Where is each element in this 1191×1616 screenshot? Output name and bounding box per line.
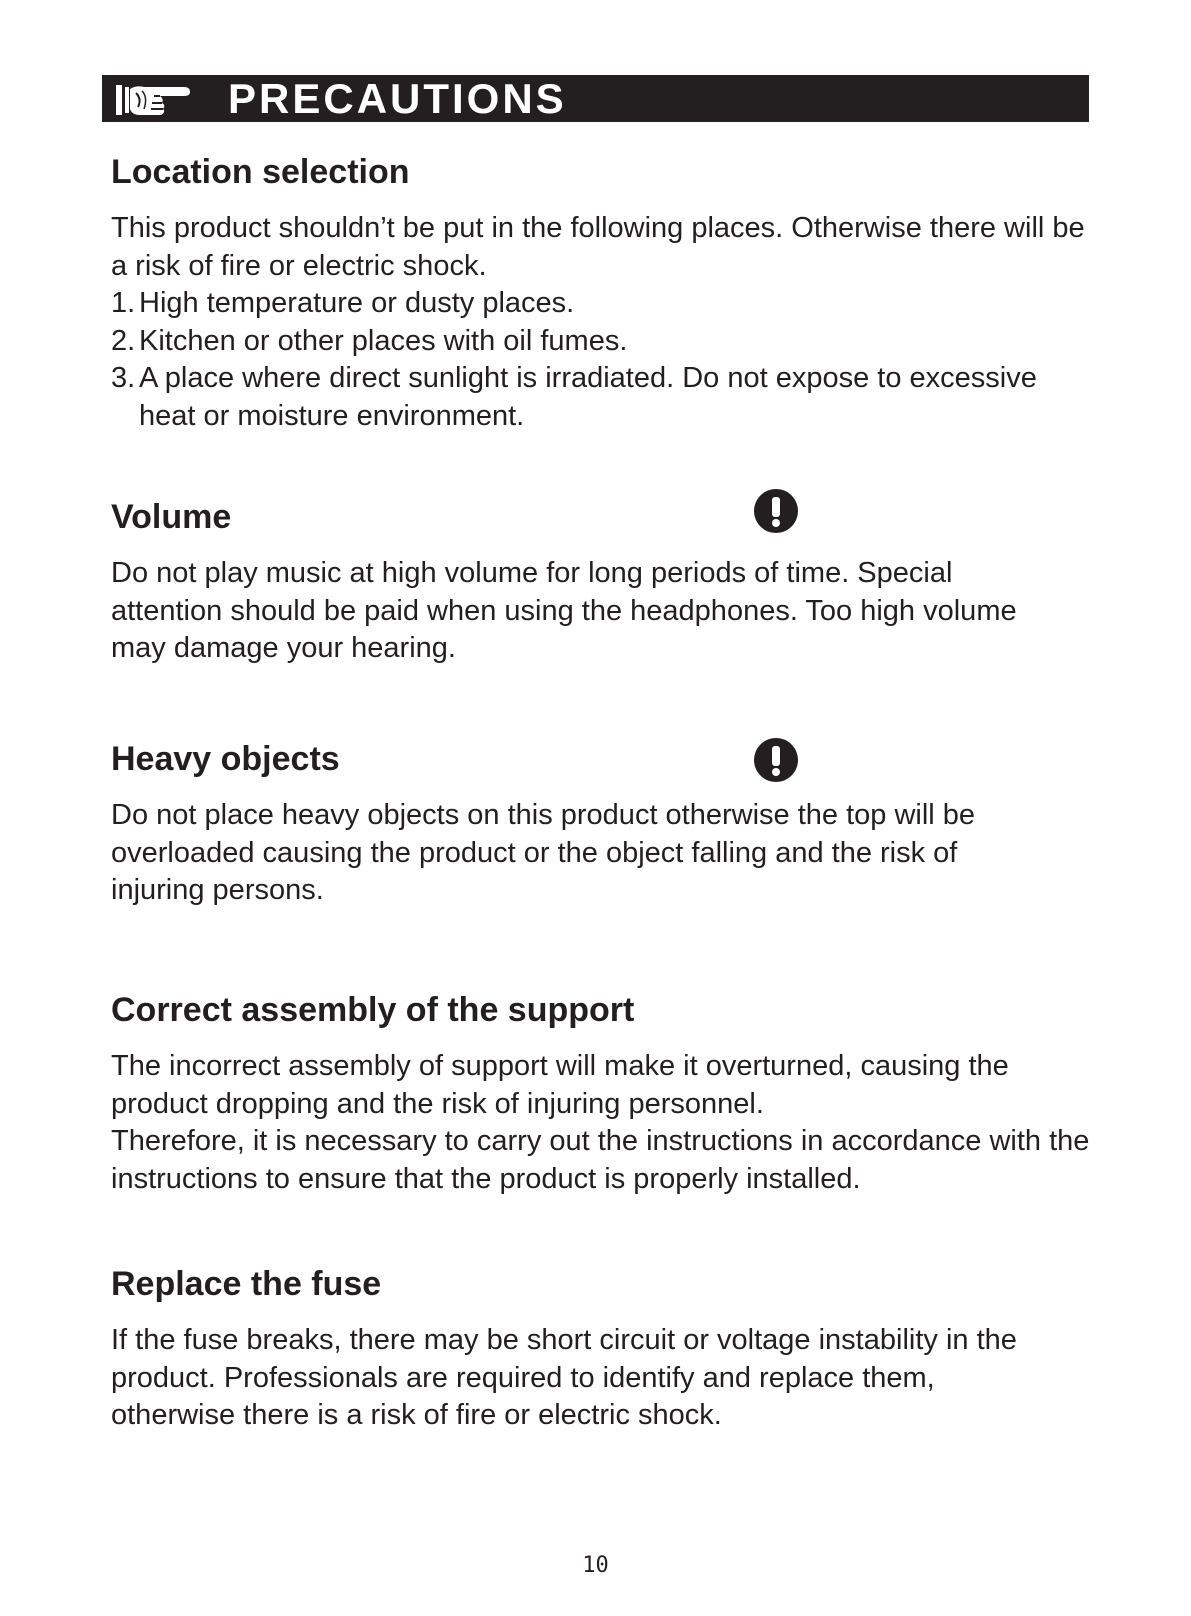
list-text: Kitchen or other places with oil fumes. <box>139 324 628 357</box>
list-item <box>111 323 1091 361</box>
section-heading: Volume <box>111 498 232 536</box>
list-number: 3. <box>111 362 136 394</box>
section-replace-fuse <box>111 1264 1091 1435</box>
section-body: If the fuse breaks, there may be short circuit or voltage instability in the product. Professionals are required to identify and replace them, otherwise there is a risk of fire or electric shock. <box>111 1324 1017 1431</box>
list-number: 1. <box>111 287 136 319</box>
section-intro: This product shouldn’t be put in the following places. Otherwise there will be a risk of fire or electric shock. <box>111 212 1085 282</box>
section-heading: Location selection <box>111 153 410 191</box>
list-number: 2. <box>111 324 136 357</box>
section-support-assembly <box>111 990 1091 1198</box>
section-banner <box>102 75 1089 122</box>
section-body: The incorrect assembly of support will make it overturned, causing the product dropping and the risk of injuring personnel. <box>111 1050 1009 1120</box>
section-body: Do not place heavy objects on this product otherwise the top will be overloaded causing the product or the object falling and the risk of injuring persons. <box>111 799 976 906</box>
exclamation-icon <box>753 737 799 783</box>
list-item <box>111 285 1091 323</box>
list-item <box>111 360 1091 435</box>
pointing-hand-icon <box>114 75 194 122</box>
page-number: 10 <box>582 1553 609 1578</box>
list-text: A place where direct sunlight is irradiated. Do not expose to excessive heat or moisture environment. <box>139 362 1037 432</box>
section-heading: Replace the fuse <box>111 1265 382 1303</box>
section-body: Do not play music at high volume for long periods of time. Special attention should be paid when using the headphones. Too high volume may damage your hearing. <box>111 557 1017 664</box>
hazard-list <box>111 285 1091 435</box>
section-body-continued: Therefore, it is necessary to carry out the instructions in accordance with the instructions to ensure that the product is properly installed. <box>111 1125 1090 1195</box>
section-heading: Correct assembly of the support <box>111 991 635 1029</box>
section-heading: Heavy objects <box>111 740 340 778</box>
list-text: High temperature or dusty places. <box>139 287 575 319</box>
section-volume <box>111 497 1091 668</box>
section-heavy-objects <box>111 739 1091 910</box>
section-location-selection <box>111 152 1091 435</box>
page-title: PRECAUTIONS <box>228 75 567 122</box>
exclamation-icon <box>753 488 799 534</box>
